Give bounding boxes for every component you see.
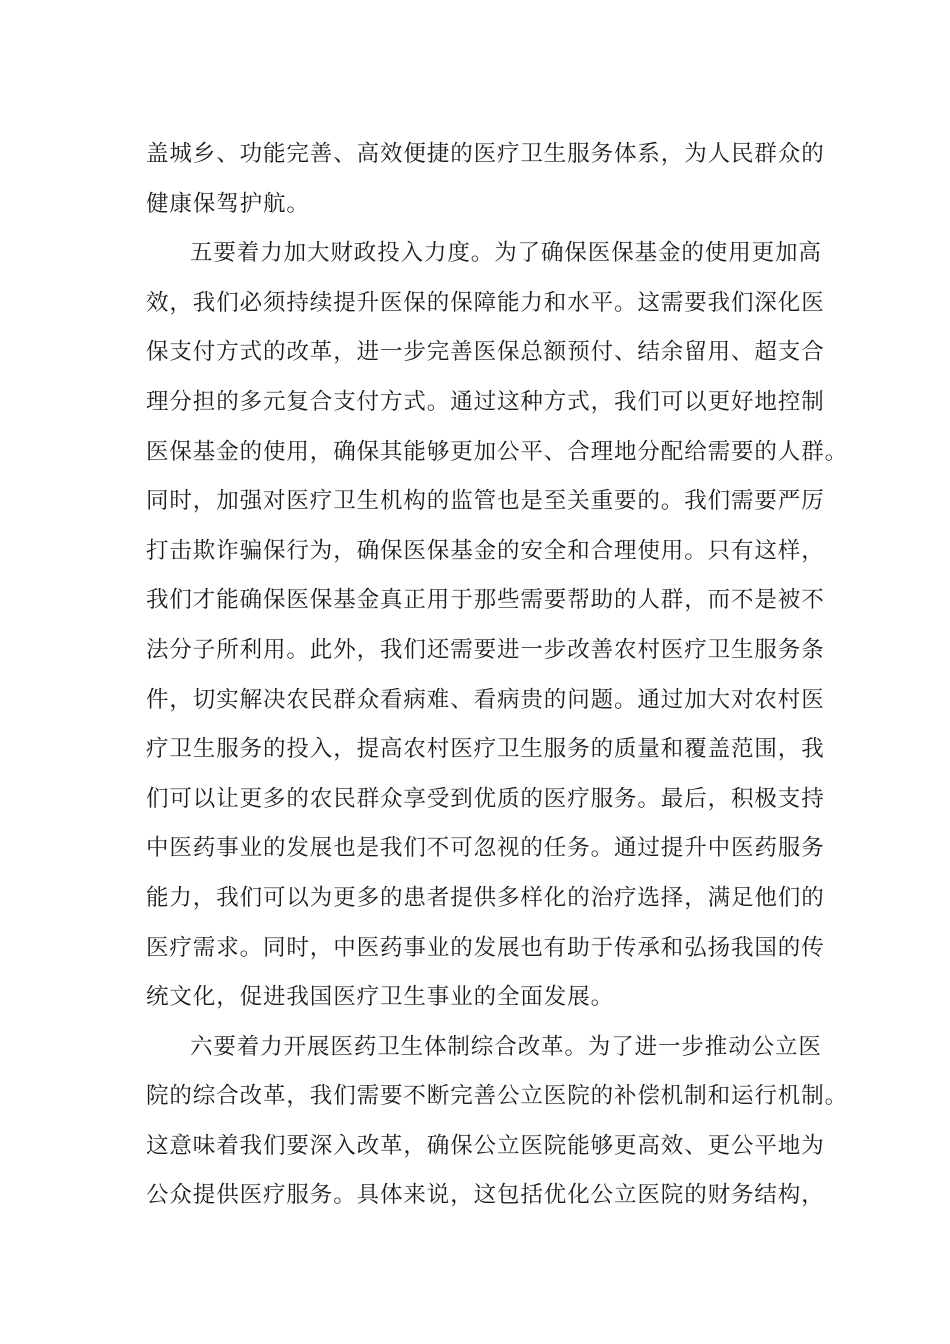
text-line: 中医药事业的发展也是我们不可忽视的任务。通过提升中医药服务 <box>146 835 825 862</box>
text-line: 公众提供医疗服务。具体来说，这包括优化公立医院的财务结构， <box>146 1182 825 1209</box>
text-line: 我们才能确保医保基金真正用于那些需要帮助的人群，而不是被不 <box>146 587 825 614</box>
text-line: 效，我们必须持续提升医保的保障能力和水平。这需要我们深化医 <box>146 289 825 316</box>
text-line: 理分担的多元复合支付方式。通过这种方式，我们可以更好地控制 <box>146 388 825 415</box>
text-line: 打击欺诈骗保行为，确保医保基金的安全和合理使用。只有这样， <box>146 537 825 564</box>
text-line: 这意味着我们要深入改革，确保公立医院能够更高效、更公平地为 <box>146 1132 825 1159</box>
body-text <box>146 130 849 1221</box>
text-line: 们可以让更多的农民群众享受到优质的医疗服务。最后，积极支持 <box>146 785 825 812</box>
text-line: 健康保驾护航。 <box>146 190 310 217</box>
text-line: 盖城乡、功能完善、高效便捷的医疗卫生服务体系，为人民群众的 <box>146 141 825 167</box>
text-line: 统文化，促进我国医疗卫生事业的全面发展。 <box>146 984 615 1011</box>
text-line: 医保基金的使用，确保其能够更加公平、合理地分配给需要的人群。 <box>146 438 849 465</box>
text-line: 医疗需求。同时，中医药事业的发展也有助于传承和弘扬我国的传 <box>146 934 825 961</box>
text-line: 疗卫生服务的投入，提高农村医疗卫生服务的质量和覆盖范围，我 <box>146 736 825 763</box>
text-line: 同时，加强对医疗卫生机构的监管也是至关重要的。我们需要严厉 <box>146 488 825 515</box>
text-line: 件，切实解决农民群众看病难、看病贵的问题。通过加大对农村医 <box>146 686 825 713</box>
text-line: 法分子所利用。此外，我们还需要进一步改善农村医疗卫生服务条 <box>146 636 825 663</box>
paragraph-start-line: 六要着力开展医药卫生体制综合改革。为了进一步推动公立医 <box>190 1033 822 1060</box>
text-line: 院的综合改革，我们需要不断完善公立医院的补偿机制和运行机制。 <box>146 1083 849 1110</box>
text-line: 能力，我们可以为更多的患者提供多样化的治疗选择，满足他们的 <box>146 884 825 911</box>
text-line: 保支付方式的改革，进一步完善医保总额预付、结余留用、超支合 <box>146 339 825 366</box>
paragraph-start-line: 五要着力加大财政投入力度。为了确保医保基金的使用更加高 <box>190 240 822 267</box>
